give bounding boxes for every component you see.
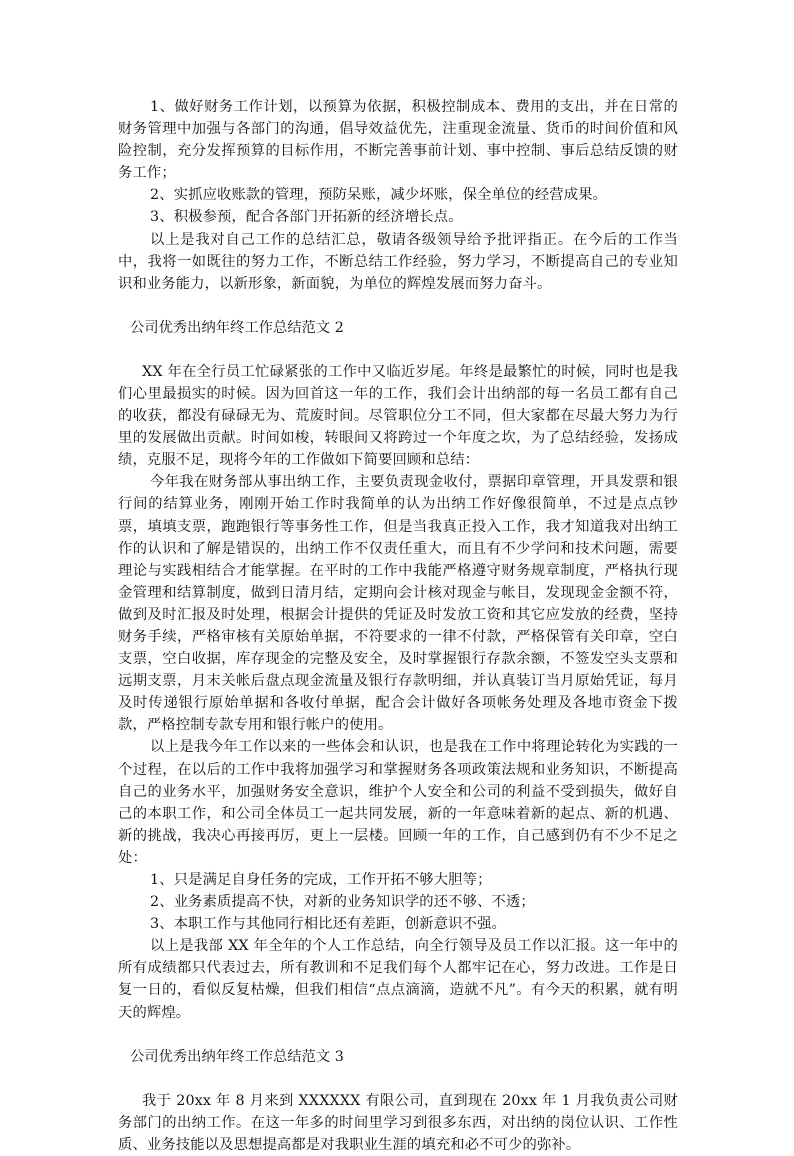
section-heading: 公司优秀出纳年终工作总结范文 2 [130, 319, 344, 336]
paragraph: XX 年在全行员工忙碌紧张的工作中又临近岁尾。年终是最繁忙的时候，同时也是我们心里最损实的时候。因为回首这一年的工作，我们会计出纳部的每一名员工都有自己的收获，都没有碌碌无为、荒废时间。尽管职位分工不同，但大家都在尽最大努力为行里的发展做出贡献。时间如梭，转眼间又将跨过一个年度之坎，为了总结经验，发扬成绩，克服不足，现将今年的工作做如下简要回顾和总结： [118, 363, 678, 469]
paragraph: 以上是我部 XX 年全年的个人工作总结，向全行领导及员工作以汇报。这一年中的所有成绩都只代表过去，所有教训和不足我们每个人都牢记在心，努力改进。工作是日复一日的，看似反复枯燥，但我们相信“点点滴滴，造就不凡”。有今天的积累，就有明天的辉煌。 [118, 938, 678, 1021]
paragraph: 1、只是满足自身任务的完成，工作开拓不够大胆等； [150, 872, 492, 888]
paragraph: 以上是我对自己工作的总结汇总，敬请各级领导给予批评指正。在今后的工作当中，我将一如既往的努力工作，不断总结工作经验，努力学习，不断提高自己的专业知识和业务能力，以新形象，新面貌，为单位的辉煌发展而努力奋斗。 [118, 231, 678, 292]
paragraph: 我于 20xx 年 8 月来到 XXXXXX 有限公司，直到现在 20xx 年 1 月我负责公司财务部门的出纳工作。在这一年多的时间里学习到很多东西，对出纳的岗位认识、工作性质、业务技能以及思想提高都是对我职业生涯的填充和必不可少的弥补。 [118, 1092, 678, 1153]
paragraph: 1、做好财务工作计划，以预算为依据，积极控制成本、费用的支出，并在日常的财务管理中加强与各部门的沟通，倡导效益优先，注重现金流量、货币的时间价值和风险控制，充分发挥预算的目标作用，不断完善事前计划、事中控制、事后总结反馈的财务工作； [118, 99, 678, 182]
document-body [118, 96, 678, 1156]
paragraph: 以上是我今年工作以来的一些体会和认识，也是我在工作中将理论转化为实践的一个过程，在以后的工作中我将加强学习和掌握财务各项政策法规和业务知识，不断提高自己的业务水平，加强财务安全意识，维护个人安全和公司的利益不受到损失，做好自己的本职工作，和公司全体员工一起共同发展，新的一年意味着新的起点、新的机遇、新的挑战，我决心再接再厉，更上一层楼。回顾一年的工作，自己感到仍有不少不足之处： [118, 739, 678, 866]
section-2 [118, 317, 678, 1024]
section-3 [118, 1046, 678, 1156]
paragraph: 2、实抓应收账款的管理，预防呆账，减少坏账，保全单位的经营成果。 [150, 187, 608, 204]
paragraph: 今年我在财务部从事出纳工作，主要负责现金收付，票据印章管理，开具发票和银行间的结算业务，刚刚开始工作时我简单的认为出纳工作好像很简单，不过是点点钞票，填填支票，跑跑银行等事务性工作，但是当我真正投入工作，我才知道我对出纳工作的认识和了解是错误的，出纳工作不仅责任重大，而且有不少学问和技术问题，需要理论与实践相结合才能掌握。在平时的工作中我能严格遵守财务规章制度，严格执行现金管理和结算制度，做到日清月结，定期向会计核对现金与帐目，发现现金金额不符，做到及时汇报及时处理，根据会计提供的凭证及时发放工资和其它应发放的经费，坚持财务手续，严格审核有关原始单据，不符要求的一律不付款，严格保管有关印章，空白支票，空白收据，库存现金的完整及安全，及时掌握银行存款余额，不签发空头支票和远期支票，月末关帐后盘点现金流量及银行存款明细，并认真装订当月原始凭证，每月及时传递银行原始单据和各收付单据，配合会计做好各项帐务处理及各地市资金下拨款，严格控制专款专用和银行帐户的使用。 [118, 474, 678, 734]
paragraph: 3、本职工作与其他同行相比还有差距，创新意识不强。 [150, 916, 506, 933]
section-1 [118, 96, 678, 295]
paragraph: 2、业务素质提高不快，对新的业务知识学的还不够、不透； [150, 894, 535, 911]
paragraph: 3、积极参预，配合各部门开拓新的经济增长点。 [150, 209, 463, 226]
section-heading: 公司优秀出纳年终工作总结范文 3 [130, 1048, 344, 1065]
